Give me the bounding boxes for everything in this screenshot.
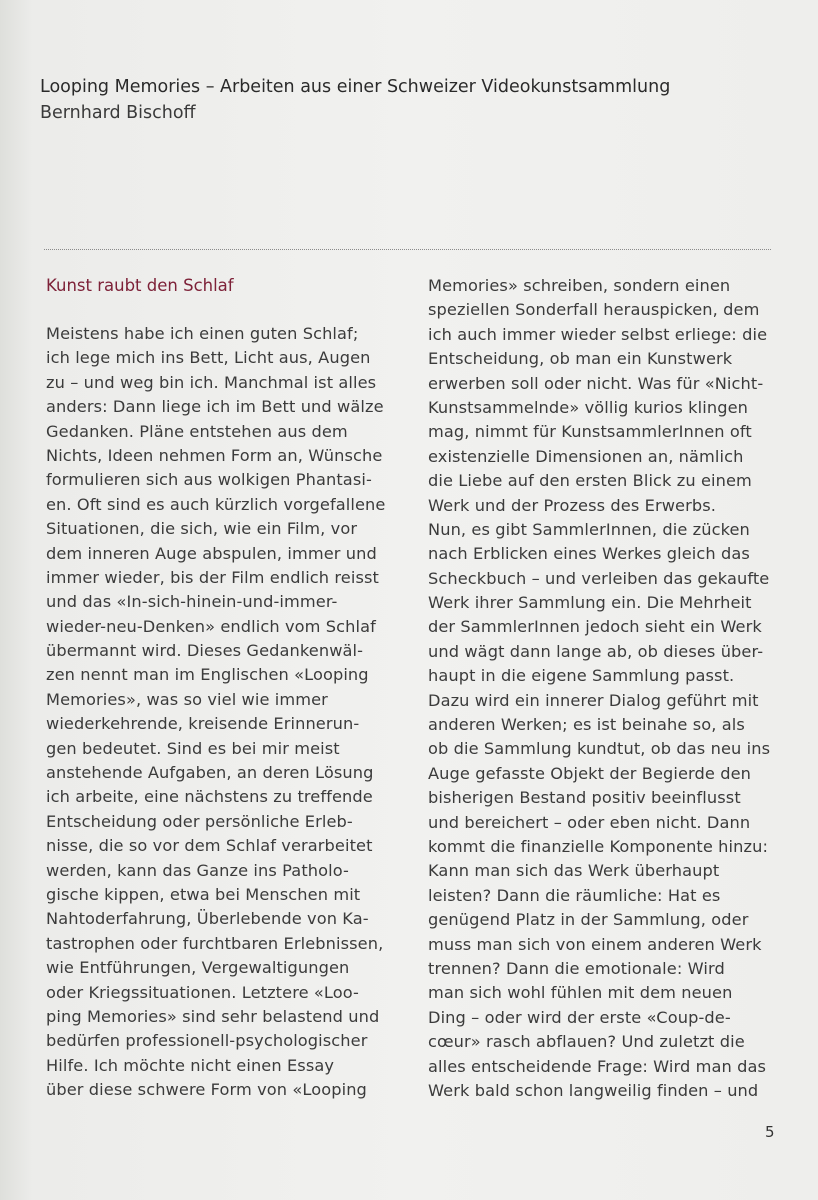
text-line: Kunstsammelnde» völlig kurios klingen [428,397,748,417]
header-author: Bernhard Bischoff [40,103,196,123]
text-line: der SammlerInnen jedoch sieht ein Werk [428,617,762,637]
text-column-right [428,274,798,1103]
text-line: wie Entführungen, Vergewaltigungen [46,958,350,978]
text-line: Ding – oder wird der erste «Coup-de- [428,1007,731,1027]
text-line: ob die Sammlung kundtut, ob das neu ins [428,739,771,759]
text-column-left [46,274,416,1103]
text-line: ich lege mich ins Bett, Licht aus, Augen [46,348,371,368]
text-line: nisse, die so vor dem Schlaf verarbeitet [46,836,373,856]
text-line: Situationen, die sich, wie ein Film, vor [46,519,358,539]
text-line: haupt in die eigene Sammlung passt. [428,666,735,686]
header-title: Looping Memories – Arbeiten aus einer Schweizer Videokunstsammlung [40,77,671,97]
left-column-body [46,322,416,1103]
text-line: über diese schwere Form von «Looping [46,1080,367,1100]
text-line: Hilfe. Ich möchte nicht einen Essay [46,1055,335,1075]
text-line: alles entscheidende Frage: Wird man das [428,1056,767,1076]
text-line: en. Oft sind es auch kürzlich vorgefallene [46,494,386,514]
text-line: und bereichert – oder eben nicht. Dann [428,812,751,832]
text-line: zen nennt man im Englischen «Looping [46,665,369,685]
text-line: dem inneren Auge abspulen, immer und [46,543,377,563]
text-line: trennen? Dann die emotionale: Wird [428,958,725,978]
text-line: Nichts, Ideen nehmen Form an, Wünsche [46,445,383,465]
text-line: Nun, es gibt SammlerInnen, die zücken [428,519,750,539]
text-line: die Liebe auf den ersten Blick zu einem [428,471,752,491]
text-line: muss man sich von einem anderen Werk [428,934,762,954]
right-column-body [428,274,798,1103]
text-line: Entscheidung, ob man ein Kunstwerk [428,349,733,369]
text-line: ich auch immer wieder selbst erliege: die [428,324,768,344]
section-heading: Kunst raubt den Schlaf [46,276,234,295]
text-line: Werk ihrer Sammlung ein. Die Mehrheit [428,593,752,613]
text-line: bisherigen Bestand positiv beeinflusst [428,788,741,808]
text-line: Werk und der Prozess des Erwerbs. [428,495,717,515]
text-line: Memories» schreiben, sondern einen [428,276,731,295]
page-header [40,74,670,126]
text-line: bedürfen professionell-psychologischer [46,1031,368,1051]
dotted-divider [44,249,771,250]
text-line: existenzielle Dimensionen an, nämlich [428,446,744,466]
text-line: anstehende Aufgaben, an deren Lösung [46,763,374,783]
text-line: Memories», was so viel wie immer [46,689,328,709]
text-line: ping Memories» sind sehr belastend und [46,1006,380,1026]
text-line: gen bedeutet. Sind es bei mir meist [46,738,340,758]
text-line: ich arbeite, eine nächstens zu treffende [46,787,373,807]
text-line: wiederkehrende, kreisende Erinnerun- [46,714,360,734]
text-line: genügend Platz in der Sammlung, oder [428,910,749,930]
text-line: Kann man sich das Werk überhaupt [428,861,720,881]
text-line: cœur» rasch abflauen? Und zuletzt die [428,1032,745,1052]
text-line: Auge gefasste Objekt der Begierde den [428,763,751,783]
text-line: mag, nimmt für KunstsammlerInnen oft [428,422,752,442]
text-line: Gedanken. Pläne entstehen aus dem [46,421,348,441]
text-line: speziellen Sonderfall herauspicken, dem [428,300,760,320]
text-line: Entscheidung oder persönliche Erleb- [46,811,353,831]
text-line: man sich wohl fühlen mit dem neuen [428,983,733,1003]
text-line: werden, kann das Ganze ins Patholo- [46,860,349,880]
text-line: immer wieder, bis der Film endlich reisst [46,567,379,587]
text-line: erwerben soll oder nicht. Was für «Nicht- [428,373,764,393]
text-line: zu – und weg bin ich. Manchmal ist alles [46,372,377,392]
text-line: anders: Dann liege ich im Bett und wälze [46,397,384,417]
text-line: leisten? Dann die räumliche: Hat es [428,885,721,905]
text-line: Dazu wird ein innerer Dialog geführt mit [428,690,759,710]
text-line: wieder-neu-Denken» endlich vom Schlaf [46,616,376,636]
text-line: formulieren sich aus wolkigen Phantasi- [46,470,372,490]
text-line: Scheckbuch – und verleiben das gekaufte [428,568,770,588]
text-line: Nahtoderfahrung, Überlebende von Ka- [46,909,369,929]
text-line: kommt die finanzielle Komponente hinzu: [428,836,769,856]
text-line: tastrophen oder furchtbaren Erlebnissen, [46,933,384,953]
text-line: übermannt wird. Dieses Gedankenwäl- [46,641,364,661]
text-line: Werk bald schon langweilig finden – und [428,1080,759,1100]
text-line: nach Erblicken eines Werkes gleich das [428,544,750,564]
text-line: und wägt dann lange ab, ob dieses über- [428,641,764,661]
text-line: anderen Werken; es ist beinahe so, als [428,715,745,735]
text-line: oder Kriegssituationen. Letztere «Loo- [46,982,359,1002]
text-line: Meistens habe ich einen guten Schlaf; [46,324,359,343]
page-number: 5 [765,1123,775,1141]
text-line: gische kippen, etwa bei Menschen mit [46,884,361,904]
text-line: und das «In-sich-hinein-und-immer- [46,592,338,612]
